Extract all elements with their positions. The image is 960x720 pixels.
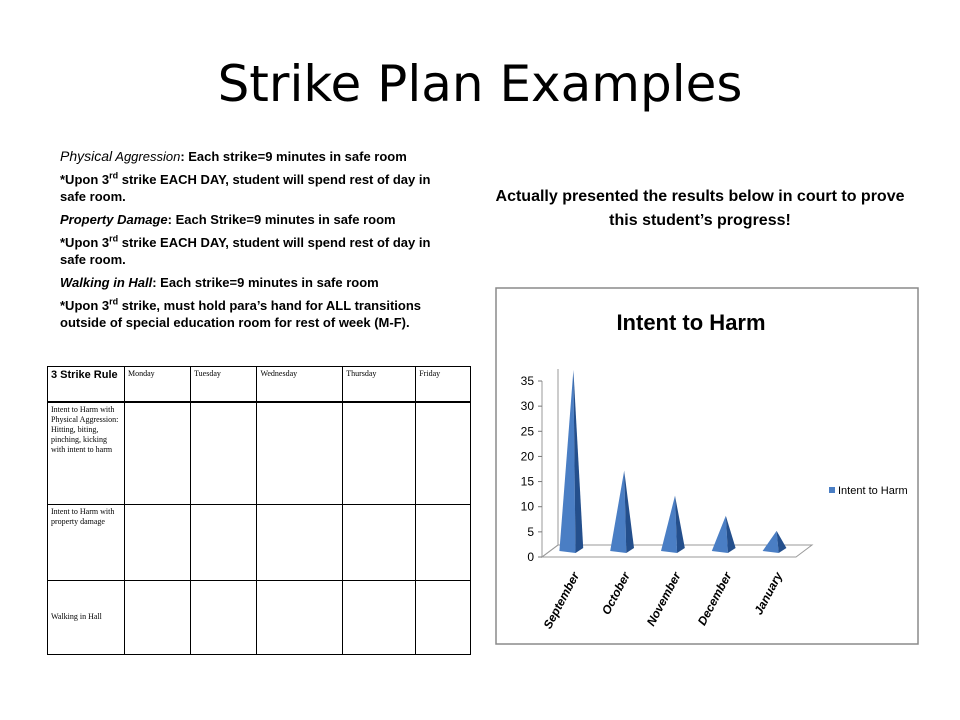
table-cell[interactable] bbox=[191, 580, 257, 654]
rule-physical-third-strike: *Upon 3rd strike EACH DAY, student will spend rest of day in safe room. bbox=[60, 170, 431, 204]
table-cell[interactable] bbox=[343, 402, 416, 504]
table-cell[interactable] bbox=[257, 580, 343, 654]
table-cell[interactable] bbox=[125, 504, 191, 580]
table-day-header: Monday bbox=[125, 367, 191, 403]
rule-hall: Walking in Hall: Each strike=9 minutes in safe room bbox=[60, 275, 379, 290]
table-row bbox=[48, 580, 471, 654]
table-row-label: Walking in Hall bbox=[48, 580, 125, 654]
table-cell[interactable] bbox=[125, 402, 191, 504]
table-day-header: Thursday bbox=[343, 367, 416, 403]
rule-hall-third-strike: *Upon 3rd strike, must hold para’s hand for ALL transitions outside of special education room for rest of week (M-F). bbox=[60, 296, 422, 330]
strike-rules-text bbox=[60, 148, 460, 337]
y-tick-label: 0 bbox=[527, 550, 534, 564]
intent-to-harm-chart bbox=[495, 287, 919, 645]
slide-title: Strike Plan Examples bbox=[217, 55, 743, 113]
table-cell[interactable] bbox=[416, 504, 471, 580]
x-tick-label: December bbox=[694, 569, 735, 628]
chart-caption: Actually presented the results below in court to prove this student’s progress! bbox=[495, 188, 905, 229]
table-day-header: Friday bbox=[416, 367, 471, 403]
table-cell[interactable] bbox=[191, 402, 257, 504]
legend-label: Intent to Harm bbox=[838, 485, 908, 497]
x-tick-label: November bbox=[643, 569, 684, 629]
table-header-row bbox=[48, 367, 471, 403]
y-tick-label: 5 bbox=[527, 524, 534, 539]
chart-title: Intent to Harm bbox=[616, 310, 766, 335]
table-cell[interactable] bbox=[257, 504, 343, 580]
table-row-label: Intent to Harm with property damage bbox=[48, 504, 125, 580]
table-cell[interactable] bbox=[343, 580, 416, 654]
table-corner-label: 3 Strike Rule bbox=[48, 367, 125, 403]
strike-rule-table bbox=[47, 366, 471, 655]
x-tick-label: January bbox=[751, 569, 786, 618]
table-row-label: Intent to Harm with Physical Aggression: Hitting, biting, pinching, kicking with intent to harm bbox=[48, 402, 125, 504]
rule-physical: Physical Aggression: Each strike=9 minutes in safe room bbox=[60, 148, 407, 164]
y-tick-label: 10 bbox=[520, 499, 534, 514]
table-row bbox=[48, 504, 471, 580]
table-day-header: Tuesday bbox=[191, 367, 257, 403]
table-cell[interactable] bbox=[191, 504, 257, 580]
y-tick-label: 30 bbox=[520, 399, 534, 414]
table-day-header: Wednesday bbox=[257, 367, 343, 403]
y-tick-label: 15 bbox=[520, 474, 534, 489]
x-tick-label: September bbox=[540, 569, 583, 632]
y-tick-label: 35 bbox=[520, 374, 534, 388]
table-row bbox=[48, 402, 471, 504]
y-tick-label: 25 bbox=[520, 424, 534, 439]
table-cell[interactable] bbox=[125, 580, 191, 654]
table-cell[interactable] bbox=[416, 580, 471, 654]
table-cell[interactable] bbox=[257, 402, 343, 504]
y-tick-label: 20 bbox=[520, 449, 534, 464]
rule-property: Property Damage: Each Strike=9 minutes in safe room bbox=[60, 212, 396, 227]
table-cell[interactable] bbox=[343, 504, 416, 580]
table-cell[interactable] bbox=[416, 402, 471, 504]
x-tick-label: October bbox=[598, 569, 633, 618]
legend-swatch bbox=[829, 487, 835, 493]
rule-property-third-strike: *Upon 3rd strike EACH DAY, student will spend rest of day in safe room. bbox=[60, 233, 431, 267]
